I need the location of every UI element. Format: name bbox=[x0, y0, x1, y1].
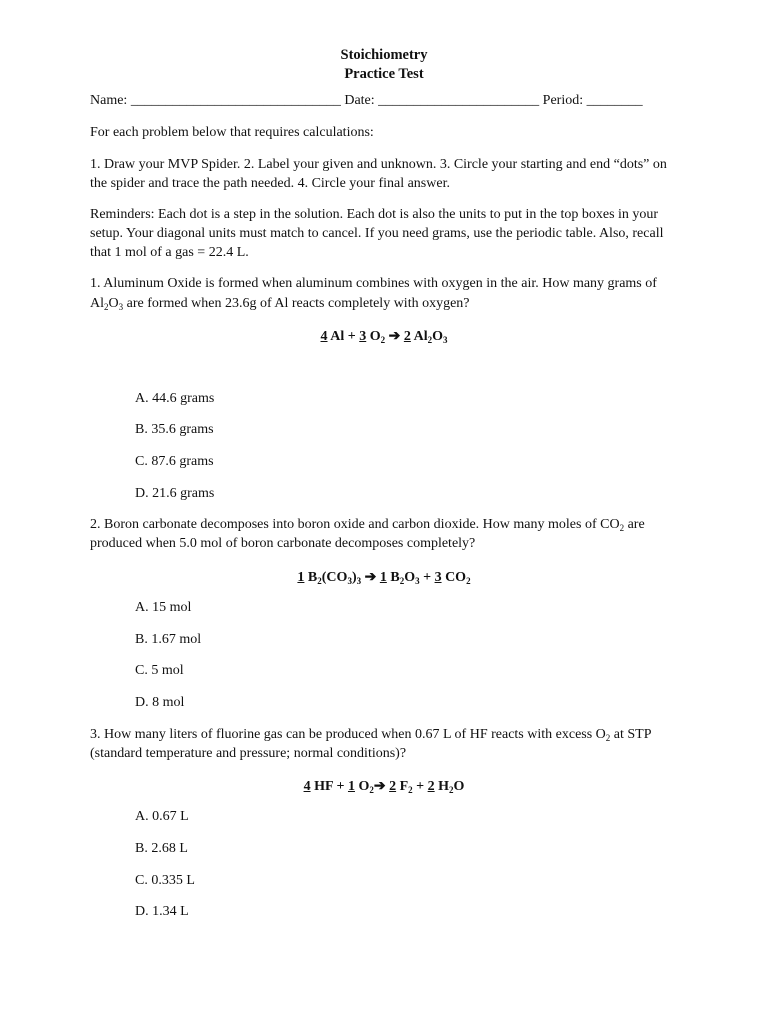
q1-choice-b: B. 35.6 grams bbox=[135, 422, 214, 437]
arrow-icon: ➔ bbox=[388, 329, 401, 344]
date-label: Date: bbox=[344, 93, 375, 108]
arrow-icon: ➔ bbox=[373, 779, 386, 794]
instructions-steps-line1: 1. Draw your MVP Spider. 2. Label your given and unknown. 3. Circle your starting and end “dots” on bbox=[90, 157, 667, 172]
name-label: Name: bbox=[90, 93, 128, 108]
q3-text-line2: (standard temperature and pressure; normal conditions)? bbox=[90, 746, 407, 761]
instructions-intro: For each problem below that requires calculations: bbox=[90, 125, 374, 140]
q3-text-line1: 3. How many liters of fluorine gas can be produced when 0.67 L of HF reacts with excess $O_2$ at STP bbox=[90, 727, 652, 743]
q3-choice-c: C. 0.335 L bbox=[135, 873, 195, 888]
q1-equation: 4 Al + 3 $O_2$ ➔ 2 $Al_2O_3$ bbox=[320, 329, 448, 345]
reminders-line2: setup. Your diagonal units must match to cancel. If you need grams, use the periodic table. Also, recall bbox=[90, 226, 664, 241]
period-blank: ________ bbox=[586, 93, 643, 108]
q1-text-line2: $Al_2O_3$ are formed when 23.6g of Al reacts completely with oxygen? bbox=[90, 296, 470, 312]
q2-equation: 1 $B_2(CO_3)_3$ ➔ 1 $B_2O_3 + 3$ $CO_2$ bbox=[297, 570, 471, 586]
q2-choice-c: C. 5 mol bbox=[135, 663, 184, 678]
q2-text-line1: 2. Boron carbonate decomposes into boron oxide and carbon dioxide. How many moles of $CO_2$ are bbox=[90, 517, 645, 533]
name-blank: ______________________________ bbox=[130, 93, 341, 108]
q3-equation: 4 HF + 1 $O_2➔$ 2 $F_2 + 2$ $H_2O$ bbox=[303, 779, 465, 795]
page-title: Stoichiometry bbox=[340, 47, 428, 63]
reminders-line3: that 1 mol of a gas = 22.4 L. bbox=[90, 245, 249, 260]
q1-choice-d: D. 21.6 grams bbox=[135, 486, 215, 501]
q1-choice-a: A. 44.6 grams bbox=[135, 391, 215, 406]
q1-text-line1: 1. Aluminum Oxide is formed when aluminum combines with oxygen in the air. How many grams of bbox=[90, 276, 657, 291]
q1-choice-c: C. 87.6 grams bbox=[135, 454, 214, 469]
q3-choice-d: D. 1.34 L bbox=[135, 904, 189, 919]
arrow-icon: ➔ bbox=[364, 570, 377, 585]
q3-choice-a: A. 0.67 L bbox=[135, 809, 189, 824]
q2-choice-a: A. 15 mol bbox=[135, 600, 192, 615]
page-subtitle: Practice Test bbox=[344, 66, 424, 82]
header-fields-line bbox=[90, 93, 643, 109]
q2-choice-b: B. 1.67 mol bbox=[135, 632, 202, 647]
reminders-line1: Reminders: Each dot is a step in the solution. Each dot is also the units to put in the top boxes in your bbox=[90, 207, 659, 222]
q2-choice-d: D. 8 mol bbox=[135, 695, 185, 710]
date-blank: _______________________ bbox=[378, 93, 540, 108]
period-label: Period: bbox=[542, 93, 584, 108]
q2-text-line2: produced when 5.0 mol of boron carbonate decomposes completely? bbox=[90, 536, 476, 551]
instructions-steps-line2: the spider and trace the path needed. 4. Circle your final answer. bbox=[90, 176, 450, 191]
q3-choice-b: B. 2.68 L bbox=[135, 841, 188, 856]
